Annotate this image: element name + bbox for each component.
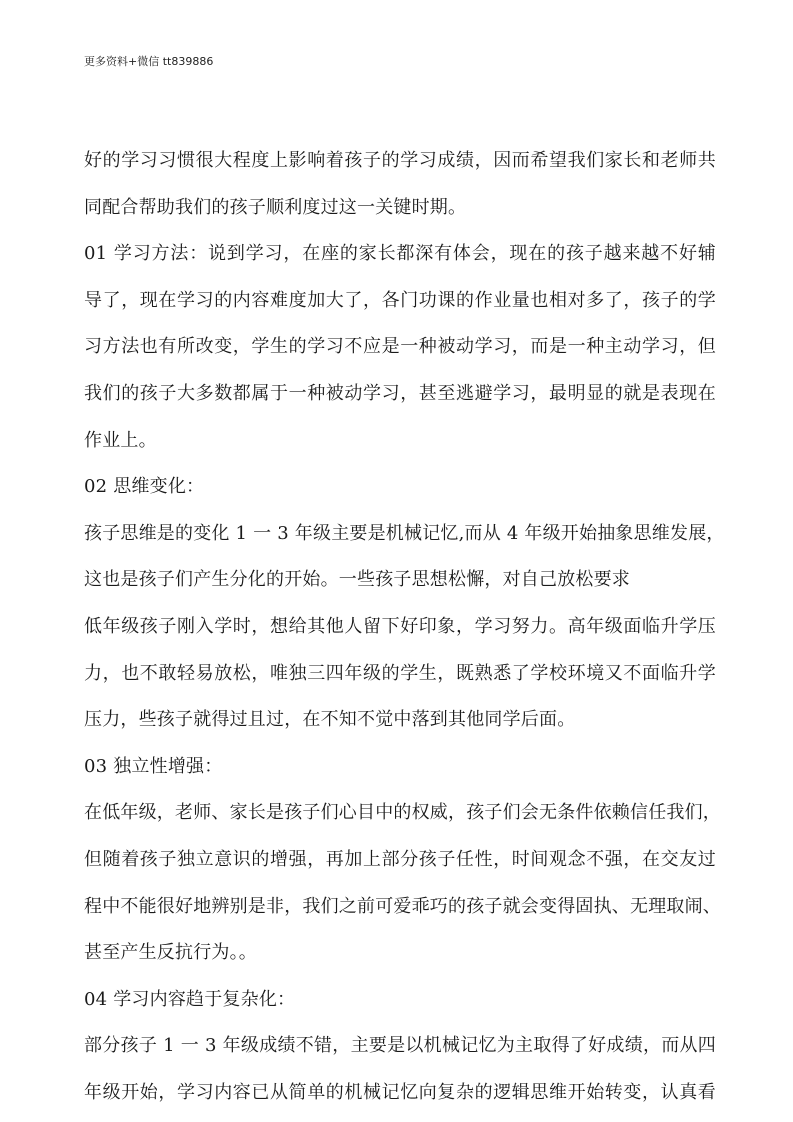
text-line: 好的学习习惯很大程度上影响着孩子的学习成绩，因而希望我们家长和老师共 <box>84 150 716 171</box>
text-line: 低年级孩子刚入学时，想给其他人留下好印象，学习努力。高年级面临升学压 <box>84 615 716 637</box>
text-line: 年级开始，学习内容已从简单的机械记忆向复杂的逻辑思维开始转变，认真看 <box>84 1081 716 1103</box>
text-line: 但随着孩子独立意识的增强，再加上部分孩子任性，时间观念不强，在交友过 <box>84 848 716 870</box>
header-note: 更多资料+微信 tt839886 <box>84 55 214 68</box>
text-line: 力，也不敢轻易放松，唯独三四年级的学生，既熟悉了学校环境又不面临升学 <box>84 662 716 684</box>
text-line: 在低年级，老师、家长是孩子们心目中的权威，孩子们会无条件依赖信任我们， <box>84 802 721 824</box>
text-line: 这也是孩子们产生分化的开始。一些孩子思想松懈，对自己放松要求 <box>84 569 630 591</box>
text-line: 03 独立性增强： <box>84 755 223 777</box>
text-line: 程中不能很好地辨别是非，我们之前可爱乖巧的孩子就会变得固执、无理取闹、 <box>84 895 721 917</box>
document-body <box>84 138 725 1116</box>
text-line: 习方法也有所改变，学生的学习不应是一种被动学习，而是一种主动学习，但 <box>84 336 716 358</box>
text-line: 作业上。 <box>84 429 157 451</box>
text-line: 孩子思维是的变化 1 一 3 年级主要是机械记忆,而从 4 年级开始抽象思维发展， <box>84 522 725 544</box>
text-line: 导了，现在学习的内容难度加大了，各门功课的作业量也相对多了，孩子的学 <box>84 289 716 311</box>
text-line: 压力，些孩子就得过且过，在不知不觉中落到其他同学后面。 <box>84 709 576 731</box>
text-line: 04 学习内容趋于复杂化： <box>84 988 296 1010</box>
text-line: 甚至产生反抗行为。。 <box>84 942 257 964</box>
text-line: 同配合帮助我们的孩子顺利度过这一关键时期。 <box>84 196 467 218</box>
text-line: 我们的孩子大多数都属于一种被动学习，甚至逃避学习，最明显的就是表现在 <box>84 382 716 404</box>
text-line: 02 思维变化： <box>84 476 205 498</box>
text-line: 部分孩子 1 一 3 年级成绩不错，主要是以机械记忆为主取得了好成绩，而从四 <box>84 1035 716 1057</box>
text-line: 01 学习方法：说到学习，在座的家长都深有体会，现在的孩子越来越不好辅 <box>84 243 716 265</box>
